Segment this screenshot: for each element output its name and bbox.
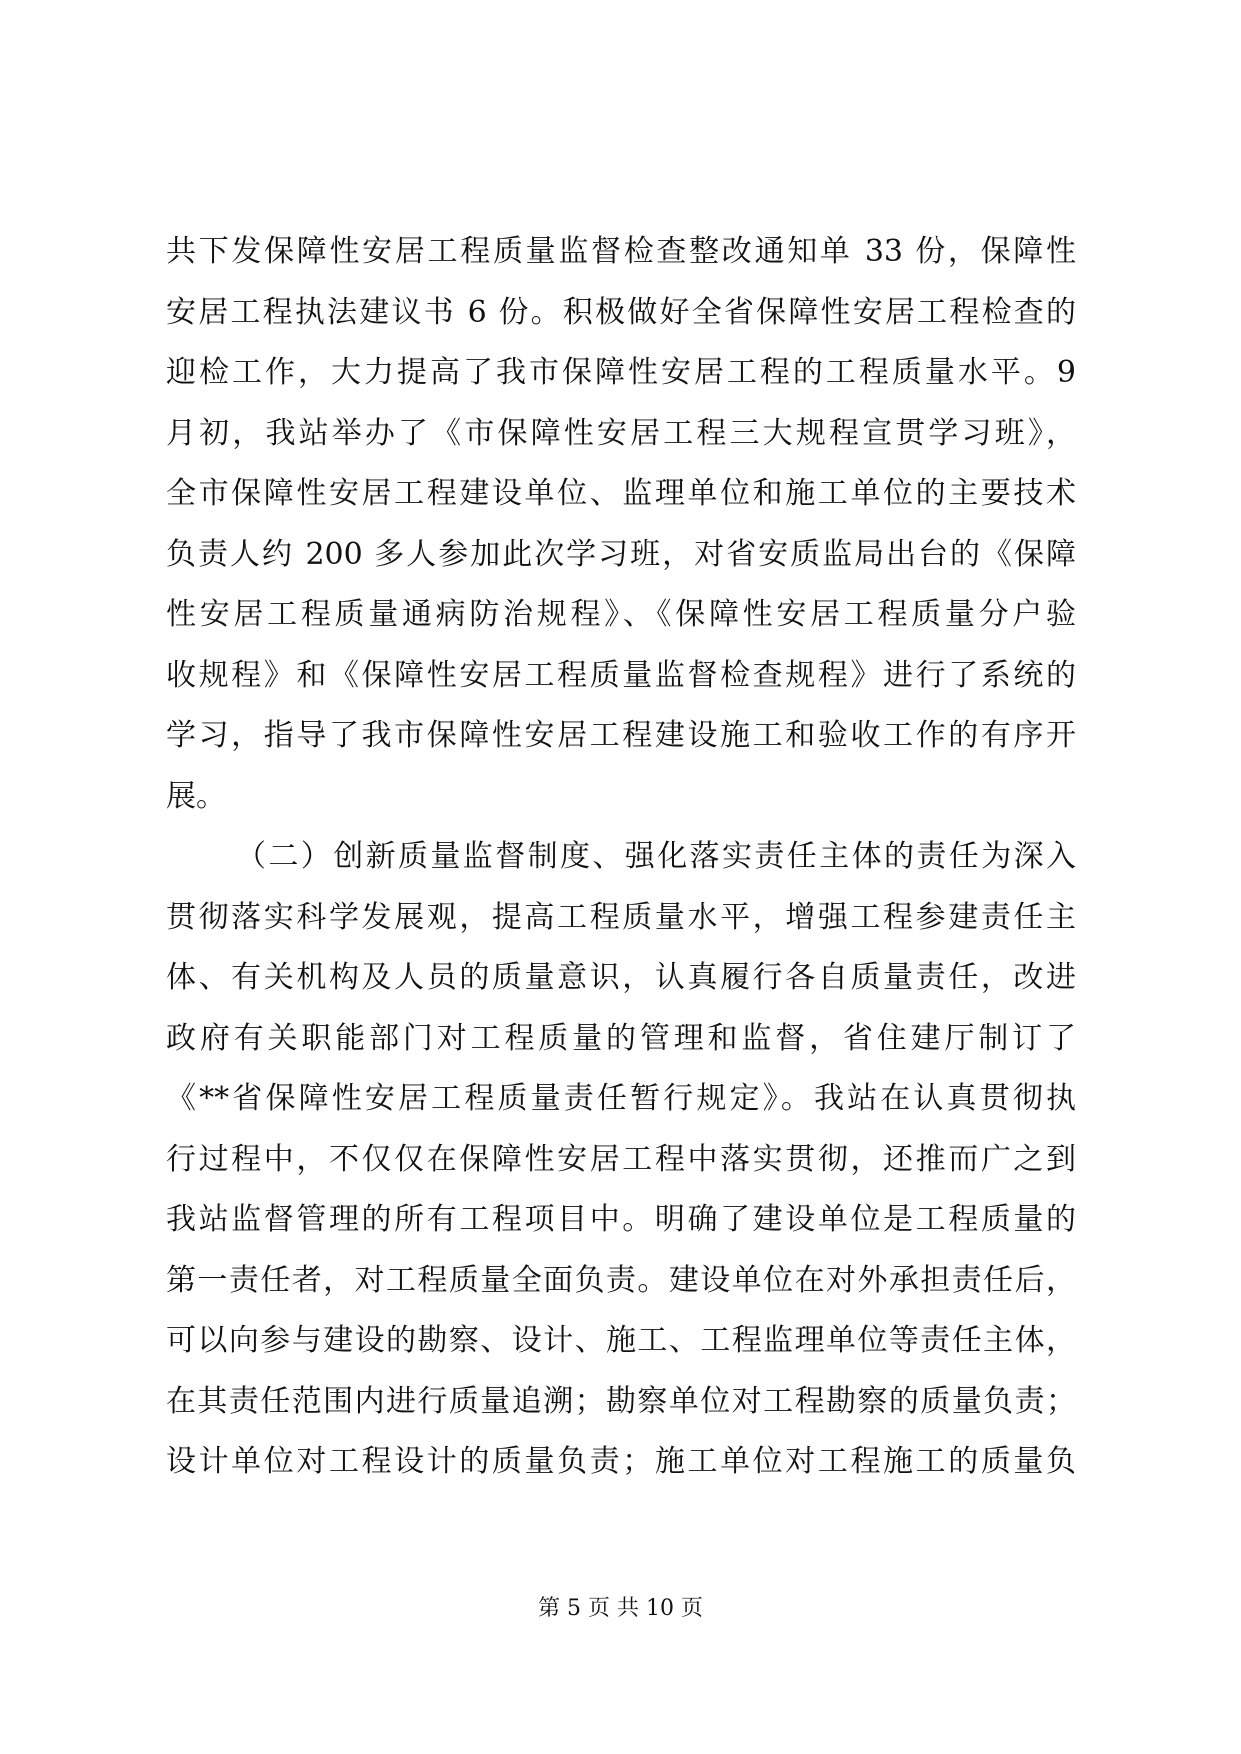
- paragraph-2: [166, 827, 1076, 1493]
- text-line: 性安居工程质量通病防治规程》、《保障性安居工程质量分户验: [166, 597, 1076, 632]
- text-line: 迎检工作，大力提高了我市保障性安居工程的工程质量水平。9: [166, 355, 1076, 390]
- text-line: 第一责任者，对工程质量全面负责。建设单位在对外承担责任后，: [166, 1262, 1076, 1298]
- text-line: 负责人约 200 多人参加此次学习班，对省安质监局出台的《保障: [166, 536, 1076, 572]
- text-line: 展。: [166, 778, 226, 814]
- text-line: 共下发保障性安居工程质量监督检查整改通知单 33 份，保障性: [166, 234, 1076, 269]
- text-line: 设计单位对工程设计的质量负责；施工单位对工程施工的质量负: [166, 1444, 1076, 1479]
- text-line: 行过程中，不仅仅在保障性安居工程中落实贯彻，还推而广之到: [166, 1141, 1076, 1177]
- text-line: 可以向参与建设的勘察、设计、施工、工程监理单位等责任主体，: [166, 1323, 1076, 1358]
- text-line: 全市保障性安居工程建设单位、监理单位和施工单位的主要技术: [166, 476, 1076, 511]
- paragraph-1: [166, 222, 1076, 827]
- text-line: 贯彻落实科学发展观，提高工程质量水平，增强工程参建责任主: [166, 899, 1076, 935]
- text-line: 学习，指导了我市保障性安居工程建设施工和验收工作的有序开: [166, 718, 1076, 753]
- section-heading-line: （二）创新质量监督制度、强化落实责任主体的责任为深入: [236, 839, 1076, 874]
- page-number-label: 第 5 页 共 10 页: [538, 1596, 703, 1621]
- text-line: 体、有关机构及人员的质量意识，认真履行各自质量责任，改进: [166, 960, 1076, 995]
- text-line: 《**省保障性安居工程质量责任暂行规定》。我站在认真贯彻执: [166, 1081, 1076, 1116]
- text-line: 收规程》和《保障性安居工程质量监督检查规程》进行了系统的: [166, 657, 1076, 693]
- text-line: 政府有关职能部门对工程质量的管理和监督，省住建厅制订了: [166, 1020, 1076, 1056]
- text-line: 月初，我站举办了《市保障性安居工程三大规程宣贯学习班》，: [166, 415, 1076, 451]
- text-line: 我站监督管理的所有工程项目中。明确了建设单位是工程质量的: [166, 1202, 1076, 1237]
- text-line: 安居工程执法建议书 6 份。积极做好全省保障性安居工程检查的: [166, 294, 1076, 330]
- body-text: [166, 222, 1076, 1493]
- page-footer: [0, 1594, 1241, 1624]
- text-line: 在其责任范围内进行质量追溯；勘察单位对工程勘察的质量负责；: [166, 1383, 1076, 1419]
